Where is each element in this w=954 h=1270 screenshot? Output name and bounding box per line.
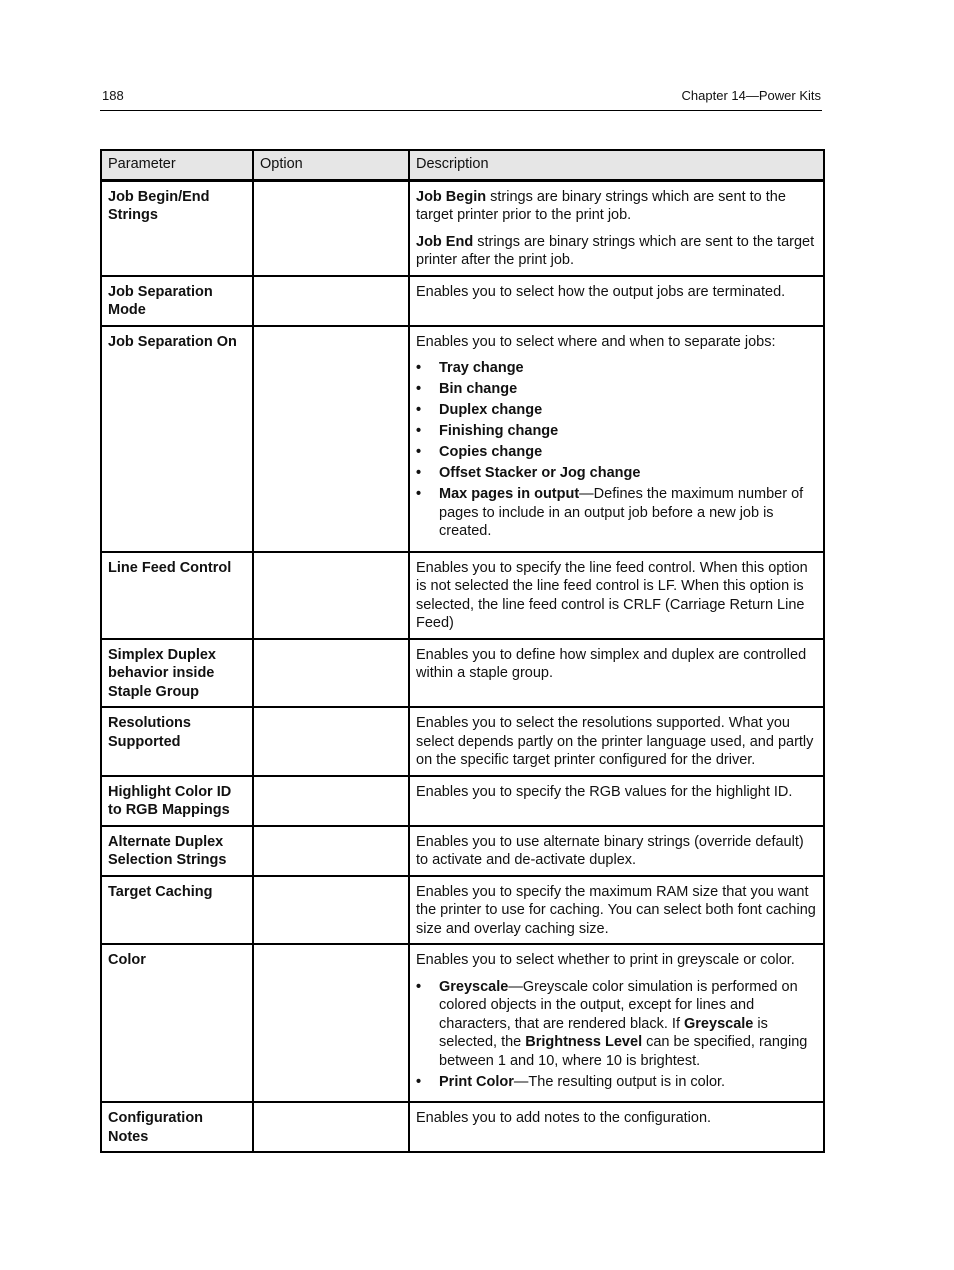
description-paragraph bbox=[416, 233, 817, 270]
bullet-bold-term: Greyscale bbox=[439, 978, 509, 995]
bullet-item bbox=[416, 401, 817, 420]
cell-parameter: Job Separation On bbox=[101, 326, 253, 552]
bullet-bold-term: Brightness Level bbox=[525, 1034, 643, 1050]
description-paragraph bbox=[416, 283, 817, 302]
bullet-bold-term: Offset Stacker or Jog change bbox=[439, 465, 641, 481]
cell-option bbox=[253, 876, 409, 945]
description-bold-term: Job Begin bbox=[416, 188, 487, 205]
cell-description bbox=[409, 276, 824, 326]
description-text: Enables you to define how simplex and duplex are controlled within a staple group. bbox=[416, 646, 807, 681]
bullet-icon: • bbox=[416, 402, 422, 418]
table-row bbox=[101, 707, 824, 776]
bullet-icon: • bbox=[416, 465, 422, 481]
bullet-text: is selected, the bbox=[439, 1015, 768, 1050]
header-option: Option bbox=[253, 150, 409, 180]
cell-option bbox=[253, 326, 409, 552]
bullet-list bbox=[416, 359, 817, 541]
cell-description bbox=[409, 180, 824, 276]
description-paragraph bbox=[416, 883, 817, 939]
cell-parameter: Configuration Notes bbox=[101, 1102, 253, 1152]
bullet-text: —Defines the maximum number of pages to include in an output job before a new job is created. bbox=[439, 486, 804, 539]
cell-parameter: Highlight Color ID to RGB Mappings bbox=[101, 776, 253, 826]
bullet-icon: • bbox=[416, 444, 422, 460]
description-paragraph bbox=[416, 1109, 817, 1128]
bullet-text: can be specified, ranging between 1 and 10, where 10 is brightest. bbox=[439, 1034, 808, 1069]
table-header-row bbox=[101, 150, 824, 180]
cell-description bbox=[409, 826, 824, 876]
cell-description bbox=[409, 552, 824, 639]
description-text: Enables you to use alternate binary strings (override default) to activate and de-activate duplex. bbox=[416, 833, 804, 868]
description-paragraph bbox=[416, 559, 817, 633]
bullet-bold-term: Duplex change bbox=[439, 402, 543, 418]
table-row bbox=[101, 876, 824, 945]
bullet-icon: • bbox=[416, 360, 422, 376]
page-number: 188 bbox=[102, 88, 124, 103]
description-text: Enables you to select how the output jobs are terminated. bbox=[416, 283, 786, 300]
bullet-item bbox=[416, 380, 817, 399]
description-text: Enables you to specify the line feed control. When this option is not selected the line feed control is LF. When this option is selected, the line feed control is CRLF (Carriage Return Line Feed) bbox=[416, 559, 808, 631]
bullet-bold-term: Finishing change bbox=[439, 423, 559, 439]
description-paragraph bbox=[416, 833, 817, 870]
cell-parameter: Job Begin/End Strings bbox=[101, 180, 253, 276]
table-body bbox=[101, 180, 824, 1152]
cell-parameter: Color bbox=[101, 944, 253, 1102]
table-row bbox=[101, 552, 824, 639]
table-row bbox=[101, 776, 824, 826]
bullet-item bbox=[416, 443, 817, 462]
description-paragraph bbox=[416, 783, 817, 802]
cell-option bbox=[253, 276, 409, 326]
description-text: Enables you to select where and when to separate jobs: bbox=[416, 333, 776, 350]
cell-option bbox=[253, 707, 409, 776]
cell-description bbox=[409, 876, 824, 945]
description-text: Enables you to specify the maximum RAM size that you want the printer to use for caching. You can select both font caching size and overlay caching size. bbox=[416, 883, 816, 937]
bullet-icon: • bbox=[416, 423, 422, 439]
cell-option bbox=[253, 639, 409, 708]
cell-option bbox=[253, 1102, 409, 1152]
chapter-title: Chapter 14—Power Kits bbox=[681, 88, 821, 103]
cell-option bbox=[253, 552, 409, 639]
description-text: strings are binary strings which are sent to the target printer after the print job. bbox=[416, 233, 815, 268]
table-row bbox=[101, 1102, 824, 1152]
bullet-list bbox=[416, 978, 817, 1092]
bullet-item bbox=[416, 978, 817, 1071]
table-row bbox=[101, 639, 824, 708]
cell-description bbox=[409, 707, 824, 776]
cell-description bbox=[409, 776, 824, 826]
bullet-item bbox=[416, 422, 817, 441]
bullet-bold-term: Max pages in output bbox=[439, 486, 580, 502]
parameter-table bbox=[100, 149, 825, 1153]
table-row bbox=[101, 944, 824, 1102]
header-rule bbox=[100, 110, 822, 111]
bullet-icon: • bbox=[416, 381, 422, 397]
cell-parameter: Alternate Duplex Selection Strings bbox=[101, 826, 253, 876]
cell-parameter: Resolutions Supported bbox=[101, 707, 253, 776]
description-paragraph bbox=[416, 646, 817, 683]
cell-parameter: Target Caching bbox=[101, 876, 253, 945]
table-row bbox=[101, 180, 824, 276]
cell-option bbox=[253, 944, 409, 1102]
cell-description bbox=[409, 1102, 824, 1152]
bullet-bold-term: Tray change bbox=[439, 360, 524, 376]
bullet-bold-term: Bin change bbox=[439, 381, 518, 397]
description-paragraph bbox=[416, 951, 817, 970]
bullet-icon: • bbox=[416, 486, 422, 502]
bullet-item bbox=[416, 485, 817, 541]
description-text: Enables you to add notes to the configuration. bbox=[416, 1110, 712, 1126]
bullet-icon: • bbox=[416, 1073, 422, 1090]
description-paragraph bbox=[416, 188, 817, 225]
header-parameter: Parameter bbox=[101, 150, 253, 180]
cell-description bbox=[409, 639, 824, 708]
bullet-text: —The resulting output is in color. bbox=[513, 1073, 726, 1090]
cell-description bbox=[409, 326, 824, 552]
bullet-text: —Greyscale color simulation is performed on colored objects in the output, except for lines and characters, that are rendered black. If bbox=[439, 978, 798, 1032]
description-bold-term: Job End bbox=[416, 233, 474, 250]
table-row bbox=[101, 826, 824, 876]
table-row bbox=[101, 276, 824, 326]
bullet-item bbox=[416, 464, 817, 483]
bullet-bold-term: Greyscale bbox=[684, 1015, 754, 1032]
cell-option bbox=[253, 776, 409, 826]
cell-description bbox=[409, 944, 824, 1102]
description-paragraph bbox=[416, 333, 817, 352]
cell-parameter: Job Separation Mode bbox=[101, 276, 253, 326]
bullet-item bbox=[416, 1073, 817, 1092]
cell-parameter: Line Feed Control bbox=[101, 552, 253, 639]
bullet-item bbox=[416, 359, 817, 378]
header-description: Description bbox=[409, 150, 824, 180]
bullet-bold-term: Copies change bbox=[439, 444, 543, 460]
cell-parameter: Simplex Duplex behavior inside Staple Group bbox=[101, 639, 253, 708]
description-text: strings are binary strings which are sent to the target printer prior to the print job. bbox=[416, 188, 786, 223]
bullet-bold-term: Print Color bbox=[439, 1073, 514, 1090]
cell-option bbox=[253, 826, 409, 876]
description-text: Enables you to specify the RGB values for the highlight ID. bbox=[416, 783, 793, 800]
description-paragraph bbox=[416, 714, 817, 770]
bullet-icon: • bbox=[416, 978, 422, 995]
description-text: Enables you to select the resolutions supported. What you select depends partly on the printer language used, and partly on the specific target printer configured for the driver. bbox=[416, 715, 814, 768]
cell-option bbox=[253, 180, 409, 276]
description-text: Enables you to select whether to print in greyscale or color. bbox=[416, 952, 795, 968]
table-row bbox=[101, 326, 824, 552]
